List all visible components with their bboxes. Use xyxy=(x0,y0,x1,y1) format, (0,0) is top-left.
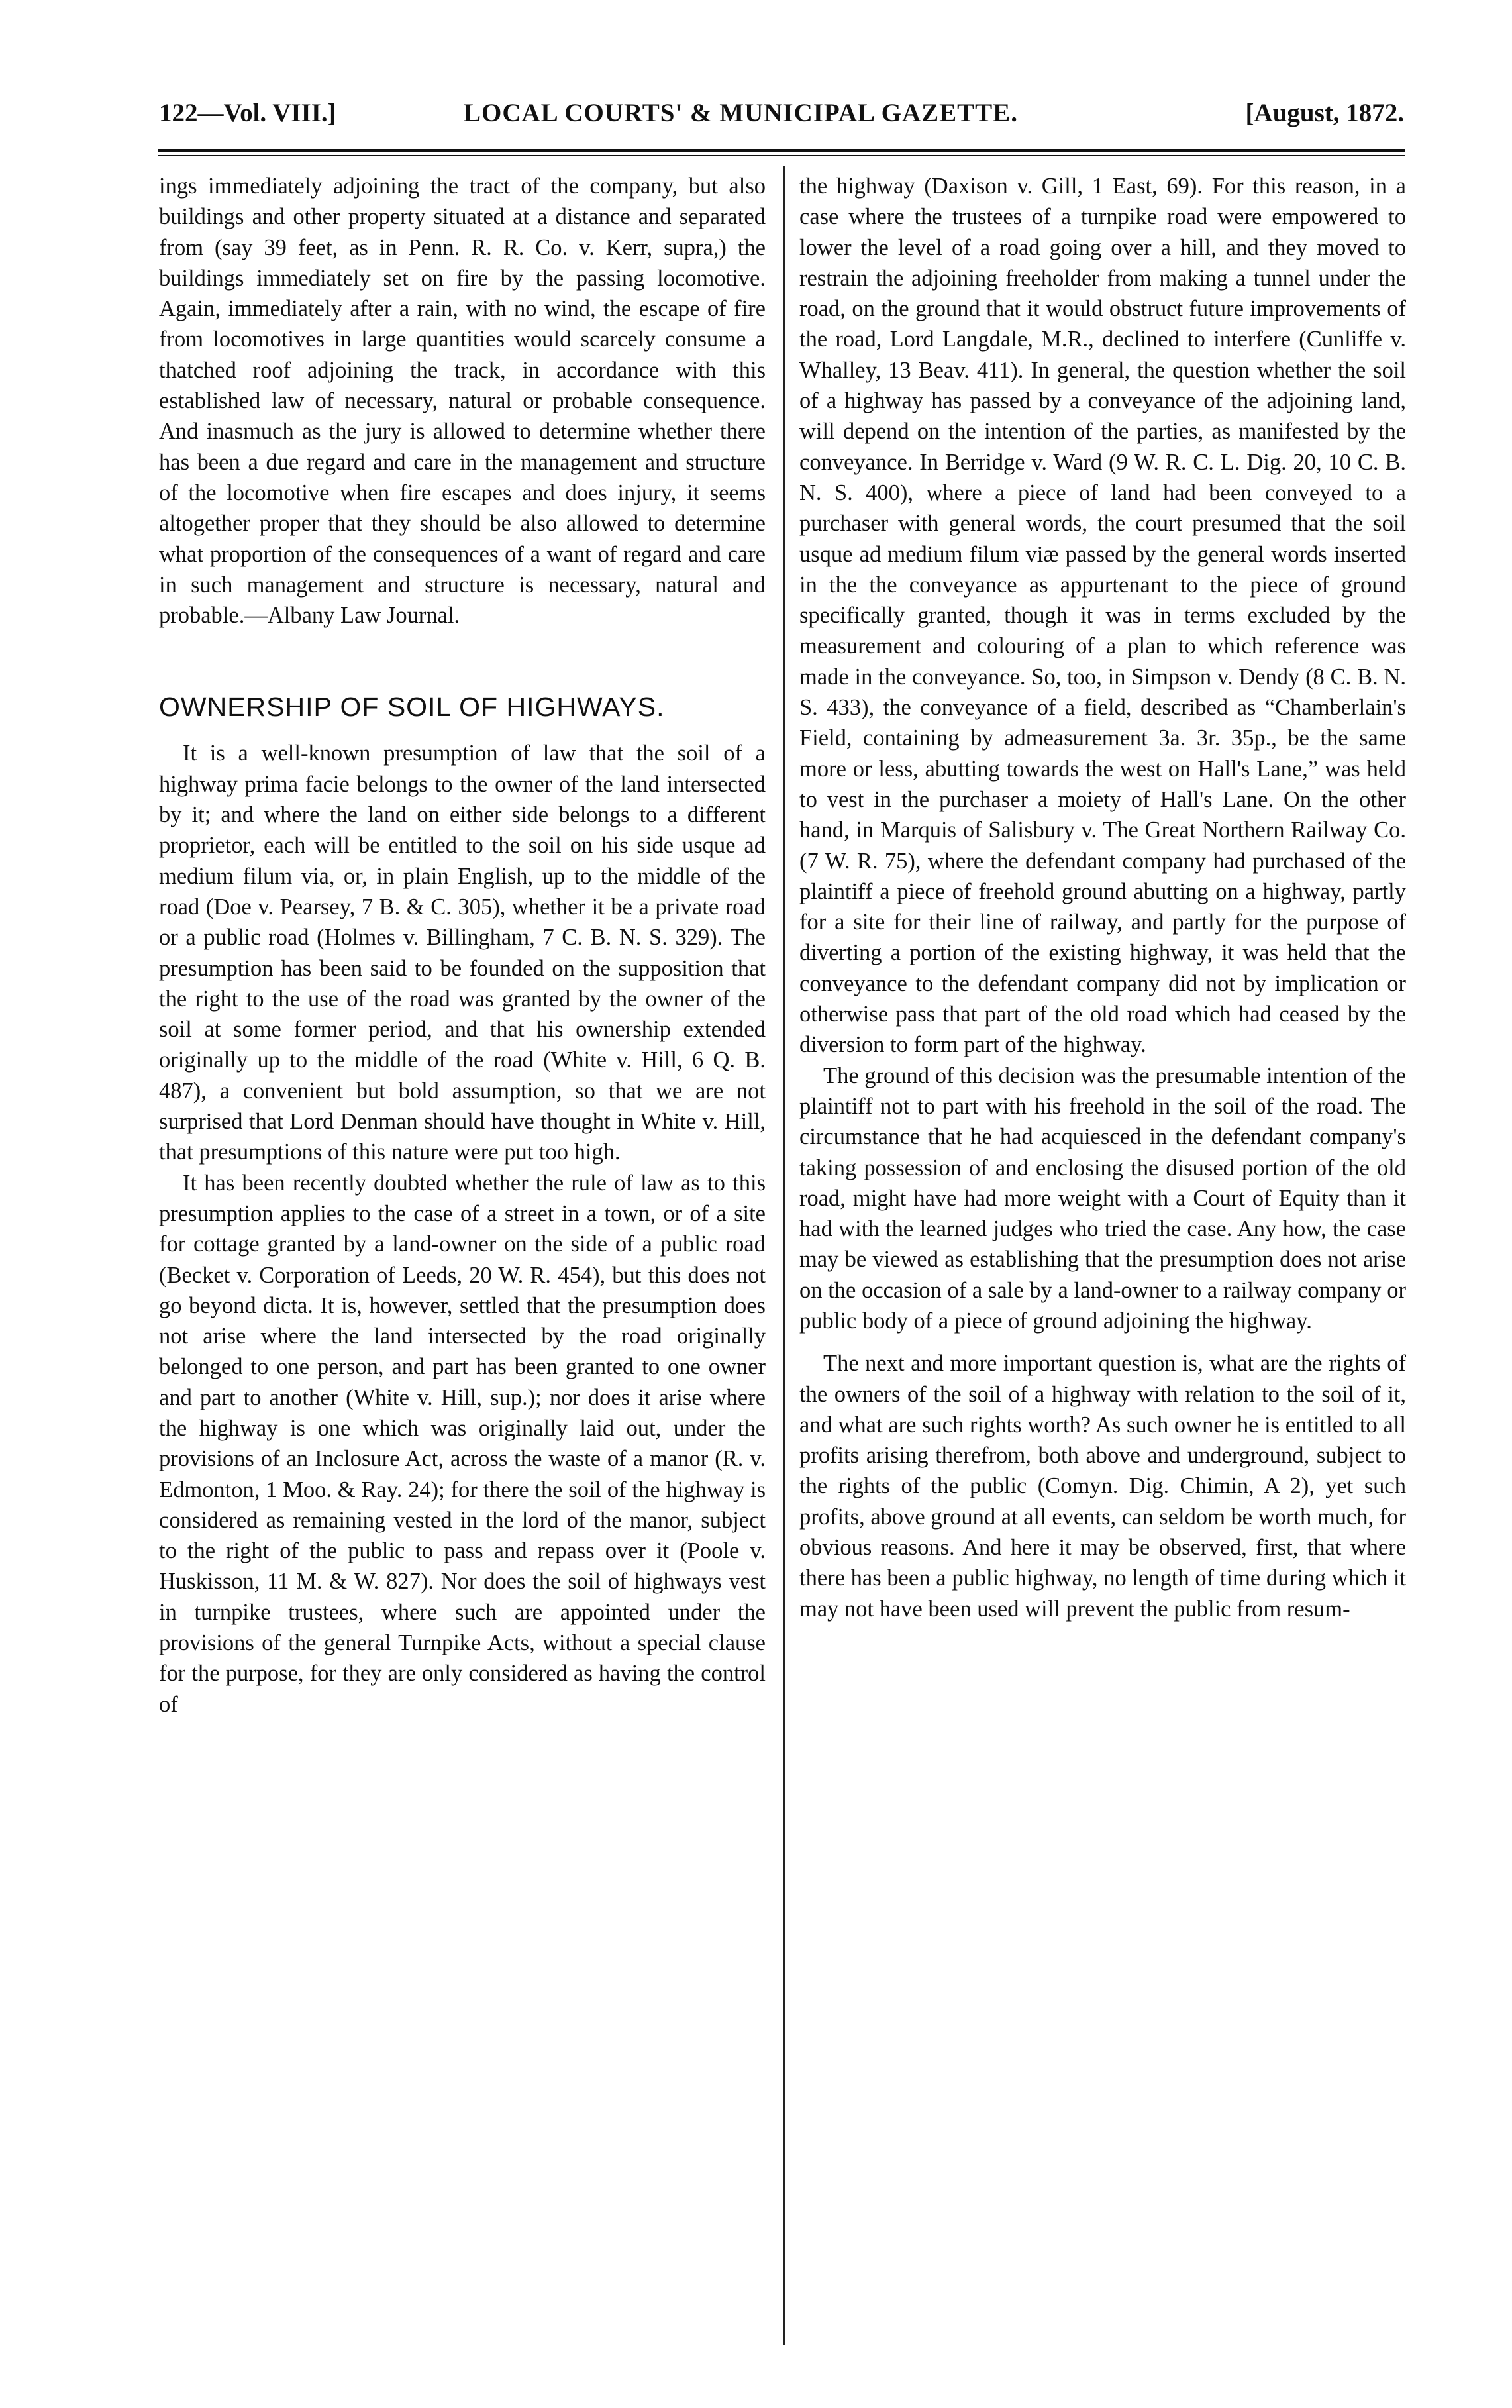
right-column xyxy=(799,171,1406,1624)
body-paragraph: The ground of this decision was the presumable intention of the plaintiff not to part with his freehold in the soil of the road. The circumstance that he had acquiesced in the defendant company's taking possession of and enclosing the disused portion of the old road, might have had more weight with a Court of Equity than it had with the learned judges who tried the case. Any how, the case may be viewed as establishing that the presumption does not arise on the occasion of a sale by a land-owner to a railway company or public body of a piece of ground adjoining the highway. xyxy=(799,1063,1406,1334)
article-continuation-paragraph: ings immediately adjoining the tract of the company, but also buildings and other property situated at a distance and separated from (say 39 feet, as in Penn. R. R. Co. v. Kerr, supra,) the buildings immediately set on fire by the passing locomotive. Again, immediately after a rain, with no wind, the escape of fire from locomotives in large quantities would scarcely consume a thatched roof adjoining the track, in accordance with this established law of necessary, natural or probable consequence. And inasmuch as the jury is allowed to determine whether there has been a due regard and care in the management and structure of the locomotive when fire escapes and does injury, it seems altogether proper that they should be also allowed to determine what proportion of the consequences of a want of regard and care in such management and structure is necessary, natural and probable.—Albany Law Journal. xyxy=(159,174,766,629)
paragraph-gap xyxy=(799,1336,1406,1348)
body-paragraph: The next and more important question is, what are the rights of the owners of the soil of a highway with relation to the soil of it, and what are such rights worth? As such owner he is entitled to all profits arising therefrom, both above and underground, subject to the rights of the public (Comyn. Dig. Chimin, A 2), yet such profits, above ground at all events, can seldom be worth much, for obvious reasons. And here it may be observed, first, that where there has been a public highway, no length of time during which it may not have been used will prevent the public from resum- xyxy=(799,1351,1406,1622)
section-title: OWNERSHIP OF SOIL OF HIGHWAYS. xyxy=(159,692,665,723)
body-paragraph: It is a well-known presumption of law that the soil of a highway prima facie belongs to the owner of the land intersected by it; and where the land on either side belongs to a different proprietor, each will be entitled to the soil on his side usque ad medium filum via, or, in plain English, up to the middle of the road (Doe v. Pearsey, 7 B. & C. 305), whether it be a private road or a public road (Holmes v. Billingham, 7 C. B. N. S. 329). The presumption has been said to be founded on the supposition that the right to the use of the road was granted by the owner of the soil at some former period, and that his ownership extended originally up to the middle of the road (White v. Hill, 6 Q. B. 487), a convenient but bold assumption, so that we are not surprised that Lord Denman should have thought in White v. Hill, that presumptions of this nature were put too high. xyxy=(159,741,766,1165)
issue-date: [August, 1872. xyxy=(1245,99,1404,127)
header-rule xyxy=(158,149,1405,152)
body-paragraph: the highway (Daxison v. Gill, 1 East, 69). For this reason, in a case where the trustees of a turnpike road were empowered to lower the level of a road going over a hill, and they moved to restrain the adjoining freeholder from making a tunnel under the road, on the ground that it would obstruct future improvements of the road, Lord Langdale, M.R., declined to interfere (Cunliffe v. Whalley, 13 Beav. 411). In general, the question whether the soil of a highway has passed by a conveyance of the adjoining land, will depend on the intention of the parties, as manifested by the conveyance. In Berridge v. Ward (9 W. R. C. L. Dig. 20, 10 C. B. N. S. 400), where a piece of land had been conveyed to a purchaser with general words, the court presumed that the soil usque ad medium filum viæ passed by the general words inserted in the the conveyance as appurtenant to the piece of ground specifically granted, though it was in terms excluded by the measurement and colouring of a plan to which reference was made in the conveyance. So, too, in Simpson v. Dendy (8 C. B. N. S. 433), the conveyance of a field, described as “Chamberlain's Field, containing by admeasurement 3a. 3r. 35p., be the same more or less, abutting towards the west on Hall's Lane,” was held to vest in the purchaser a moiety of Hall's Lane. On the other hand, in Marquis of Salisbury v. The Great Northern Railway Co. (7 W. R. 75), where the defendant company had purchased of the plaintiff a piece of freehold ground abutting on a highway, partly for a site for their line of railway, and partly for the purpose of diverting a portion of the existing highway, it was held that the conveyance to the defendant company did not by implication or otherwise pass that part of the old road which had ceased by the diversion to form part of the highway. xyxy=(799,174,1406,1058)
header-rule-thin xyxy=(158,155,1405,156)
column-divider xyxy=(783,166,785,2345)
page-header xyxy=(159,98,1404,138)
page-number-volume: 122—Vol. VIII.] xyxy=(159,99,336,127)
publication-title: LOCAL COURTS' & MUNICIPAL GAZETTE. xyxy=(464,99,1018,127)
body-paragraph: It has been recently doubted whether the rule of law as to this presumption applies to the case of a street in a town, or of a site for cottage granted by a land-owner on the side of a public road (Becket v. Corporation of Leeds, 20 W. R. 454), but this does not go beyond dicta. It is, however, settled that the presumption does not arise where the land intersected by the road originally belonged to one person, and part has been granted to one owner and part to another (White v. Hill, sup.); nor does it arise where the highway is one which was originally laid out, under the provisions of an Inclosure Act, across the waste of a manor (R. v. Edmonton, 1 Moo. & Ray. 24); for there the soil of the highway is considered as remaining vested in the lord of the manor, subject to the right of the public to pass and repass over it (Poole v. Huskisson, 11 M. & W. 827). Nor does the soil of highways vest in turnpike trustees, where such are appointed under the provisions of the general Turnpike Acts, without a special clause for the purpose, for they are only considered as having the control of xyxy=(159,1170,766,1717)
left-column xyxy=(159,171,766,1720)
